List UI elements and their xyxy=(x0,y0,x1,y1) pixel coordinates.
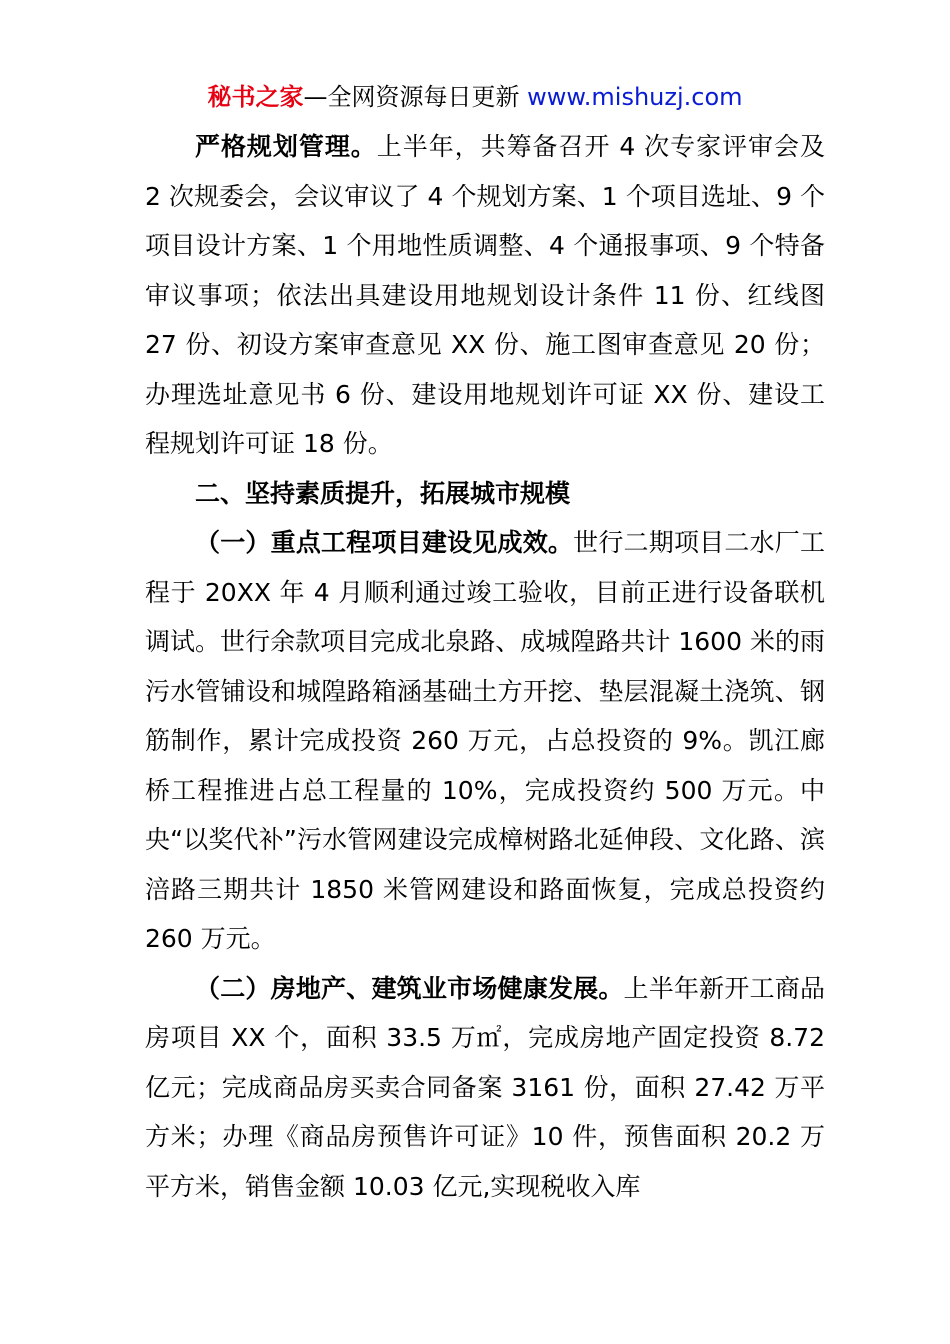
paragraph-lead: （二）房地产、建筑业市场健康发展。 xyxy=(195,973,624,1003)
brand-name: 秘书之家 xyxy=(207,83,304,111)
site-url-link[interactable]: www.mishuzj.com xyxy=(527,83,743,111)
paragraph-real-estate xyxy=(145,964,825,1212)
document-body xyxy=(145,122,825,1211)
paragraph-lead: （一）重点工程项目建设见成效。 xyxy=(195,528,574,557)
site-header xyxy=(0,80,950,114)
section-heading: 二、坚持素质提升，拓展城市规模 xyxy=(195,478,571,508)
header-tagline: —全网资源每日更新 xyxy=(303,83,520,111)
paragraph-planning-management xyxy=(145,122,825,469)
paragraph-text: 上半年新开工商品房项目 XX 个，面积 33.5 万㎡，完成房地产固定投资 8.72 亿元；完成商品房买卖合同备案 3161 份，面积 27.42 万平方米；办理《商品房预售许可证》10 件，预售面积 20.2 万平方米，销售金额 10.03 亿元,实现税收入库 xyxy=(145,973,825,1201)
paragraph-lead: 严格规划管理。 xyxy=(195,132,377,161)
paragraph-key-projects xyxy=(145,518,825,964)
paragraph-text: 上半年，共筹备召开 4 次专家评审会及 2 次规委会，会议审议了 4 个规划方案、1 个项目选址、9 个项目设计方案、1 个用地性质调整、4 个通报事项、9 个特备审议事项；依法出具建设用地规划设计条件 11 份、红线图 27 份、初设方案审查意见 XX 份、施工图审查意见 20 份；办理选址意见书 6 份、建设用地规划许可证 XX 份、建设工程规划许可证 18 份。 xyxy=(145,132,825,458)
paragraph-text: 世行二期项目二水厂工程于 20XX 年 4 月顺利通过竣工验收，目前正进行设备联机调试。世行余款项目完成北泉路、成城隍路共计 1600 米的雨污水管铺设和城隍路箱涵基础土方开挖、垫层混凝土浇筑、钢筋制作，累计完成投资 260 万元，占总投资的 9%。凯江廊桥工程推进占总工程量的 10%，完成投资约 500 万元。中央“以奖代补”污水管网建设完成樟树路北延伸段、文化路、滨涪路三期共计 1850 米管网建设和路面恢复，完成总投资约 260 万元。 xyxy=(145,528,825,953)
